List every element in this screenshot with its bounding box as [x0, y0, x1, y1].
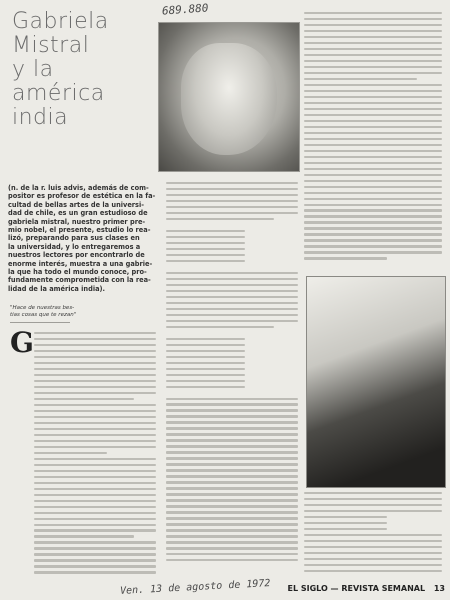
drop-cap: G — [10, 326, 34, 359]
title-line: india — [12, 105, 69, 130]
author-photo — [306, 276, 446, 488]
title-line: Mistral — [12, 33, 90, 58]
body-column-left — [34, 332, 156, 582]
portrait-photo — [158, 22, 300, 172]
title-line: y la — [12, 57, 54, 82]
handwritten-date: Ven. 13 de agosto de 1972 — [119, 578, 271, 597]
body-column-right-bottom — [304, 492, 442, 578]
publication-name: EL SIGLO — REVISTA SEMANAL — [287, 584, 426, 593]
title-line: américa — [12, 81, 105, 106]
body-column-right-top — [304, 12, 442, 270]
divider — [10, 322, 70, 323]
editor-note: (n. de la r. luis advis, además de com- positor es profesor de estética en la fa- cultad de bellas artes de la universi- dad de chile, es un gran estudioso de gabriela mistral, nuestro primer pre- mio nobel, el presente, estudio lo rea- lizó, preparando para sus clases en la universidad, y lo entregaremos a nuestros lectores por encontrarlo de enorme interés, muestra a una gabrie- la que ha todo el mundo conoce, pro- fundamente comprometida con la rea- lidad de la américa india). — [8, 184, 156, 293]
page-footer — [240, 584, 445, 593]
pull-quote: "Hace de nuestras bes- tias cosas que te rezan" — [10, 305, 77, 318]
body-column-middle — [166, 182, 298, 578]
article-title — [12, 10, 152, 130]
handwritten-reference: 689.880 — [161, 1, 209, 18]
page-number: 13 — [433, 584, 445, 593]
title-line: Gabriela — [12, 9, 109, 34]
portrait-face — [181, 43, 277, 155]
